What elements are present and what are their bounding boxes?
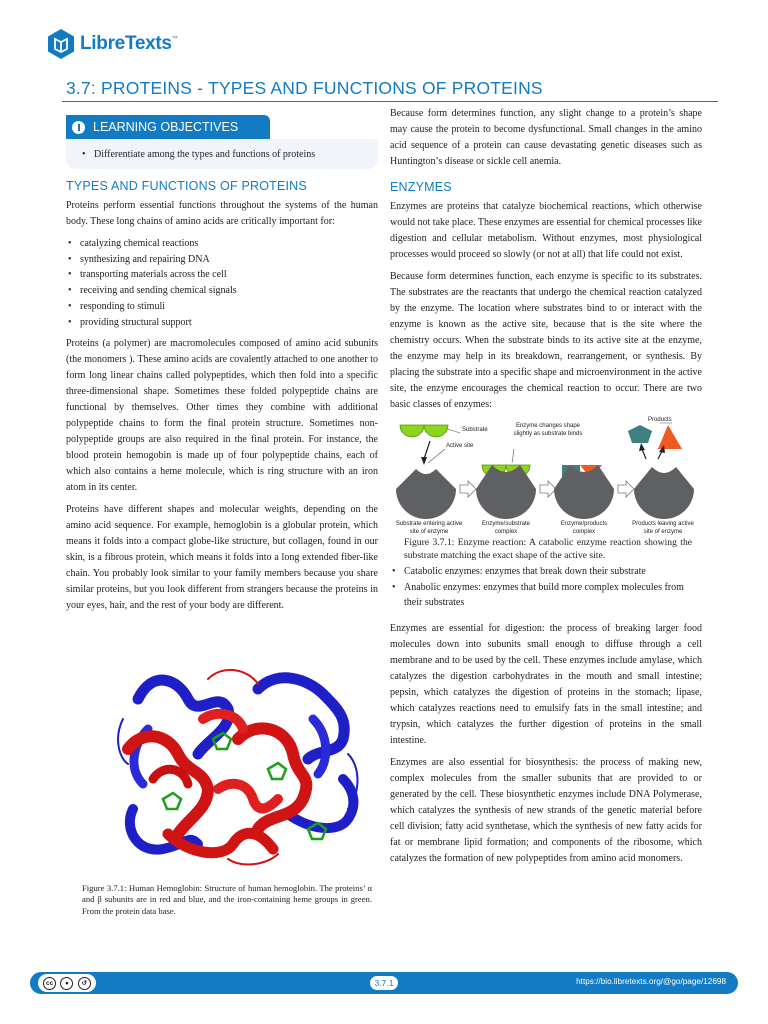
page-title: 3.7: PROTEINS - TYPES AND FUNCTIONS OF PROTEINS xyxy=(66,78,543,98)
libretexts-logo-icon xyxy=(46,28,76,60)
stage-4-caption: Products leaving active site of enzyme xyxy=(632,521,694,535)
stage-1-caption: Substrate entering active site of enzyme xyxy=(395,521,463,535)
biosynthesis-paragraph: Enzymes are also essential for biosynthesis: the process of making new, complex molecules from the smaller subunits that are provided to or generated by the cell. These biosynthetic enzymes include DNA Polymerase, which catalyzes the synthesis of new strands of the genetic material before cell division; fatty acid synthetase, which the synthesis of new fatty acids for fat or membrane lipid formation; and components of the ribosome, which catalyzes the formation of new polypeptides from amino acid monomers. xyxy=(390,757,702,865)
intro-paragraph: Proteins perform essential functions throughout the systems of the human body. These long chains of amino acids are critically important for: xyxy=(66,200,378,227)
form-function-paragraph: Because form determines function, any slight change to a protein’s shape may cause the protein to become dysfunctional. Small changes in the amino acid sequence of a protein can cause devastating genetic diseases such as Huntington’s disease or sickle cell anemia. xyxy=(390,108,702,167)
polymer-paragraph: Proteins (a polymer) are macromolecules composed of amino acid subunits (the monomers ). These amino acids are covalently attached to one another to form long linear chains called polypeptides, which then fold into a specific three-dimensional shape. Sometimes these folded polypeptide chains are functional by themselves. Other times they combine with additional polypeptide chains to form the final protein structure. Sometimes non-polypeptide groups are also required in the final protein. For instance, the blood protein hemogobin is made up of four polypeptide chains, each of which also contains a heme molecule, which is ring structure with an iron atom in its center. xyxy=(66,338,378,494)
title-divider xyxy=(62,101,718,102)
learning-objectives-title: LEARNING OBJECTIVES xyxy=(93,120,239,134)
section-heading-types-functions: TYPES AND FUNCTIONS OF PROTEINS xyxy=(66,179,307,193)
logo-text: LibreTexts xyxy=(80,33,172,54)
enzyme-specificity-paragraph: Because form determines function, each enzyme is specific to its substrates. The substrates are the reactants that undergo the chemical reaction catalyzed by the enzyme. The location where substrates bind to or interact with the enzyme is known as the active site, because that is the site where the chemistry occurs. When the substrate binds to its active site at the enzyme, the enzyme may help in its breakdown, rearrangement, or synthesis. By placing the substrate into a specific shape and microenvironment in the active site, the enzyme encourages the chemical reaction to occur. There are two basic classes of enzymes: xyxy=(390,271,702,410)
page-url-link[interactable]: https://bio.libretexts.org/@go/page/12698 xyxy=(576,977,726,986)
list-item: • providing structural support xyxy=(66,315,378,331)
products-label: Products xyxy=(648,417,672,423)
page-number: 3.7.1 xyxy=(370,976,398,990)
enzyme-figure-caption: Figure 3.7.1: Enzyme reaction: A catabolic enzyme reaction showing the substrate matching the exact shape of the active site. xyxy=(404,537,692,561)
learning-objectives-box xyxy=(66,115,378,169)
enzyme-classes-list xyxy=(390,564,702,611)
stage-3-caption: Enzyme/products complex xyxy=(560,521,608,535)
libretexts-logo[interactable] xyxy=(46,26,178,62)
functions-list xyxy=(66,236,378,330)
hemoglobin-structure-illustration xyxy=(108,659,370,871)
logo-trademark: ™ xyxy=(171,36,178,42)
by-person-icon: ● xyxy=(60,977,73,990)
hemoglobin-figure-caption: Figure 3.7.1: Human Hemoglobin: Structure of human hemoglobin. The proteins’ α and β subunits are in red and blue, and the iron-containing heme groups in green. From the protein data base. xyxy=(82,883,372,916)
share-alike-icon: ↺ xyxy=(78,977,91,990)
list-item: • responding to stimuli xyxy=(66,299,378,315)
enzyme-reaction-figure xyxy=(390,419,702,537)
active-site-label: Active site xyxy=(446,443,474,449)
list-item: • catalyzing chemical reactions xyxy=(66,236,378,252)
cc-icon: cc xyxy=(43,977,56,990)
substrate-label: Substrate xyxy=(462,427,488,433)
left-column xyxy=(66,115,378,620)
right-column xyxy=(390,106,702,873)
info-icon xyxy=(72,121,85,134)
list-item: • transporting materials across the cell xyxy=(66,267,378,283)
list-item: • Catabolic enzymes: enzymes that break down their substrate xyxy=(390,564,702,580)
hemoglobin-image xyxy=(108,659,370,871)
digestion-paragraph: Enzymes are essential for digestion: the process of breaking larger food molecules down into subunits small enough to diffuse through a cell membrane and to be used by the cell. These enzymes include amylase, which catalyzes the digestion carbohydrates in the mouth and small intestine; pepsin, which catalyzes the digestion of proteins in the stomach; lipase, which catalyzes reactions need to emulsify fats in the small intestine; and trypsin, which catalyzes the further digestion of proteins in the small intestine. xyxy=(390,623,702,747)
cc-license-badge[interactable] xyxy=(38,974,96,992)
enzymes-intro-paragraph: Enzymes are proteins that catalyze biochemical reactions, which otherwise would not take place. These enzymes are essential for chemical processes like digestion and cellular metabolism. Without enzymes, most physiological processes would proceed so slowly (or not at all) that life could not exist. xyxy=(390,201,702,260)
list-item: • receiving and sending chemical signals xyxy=(66,283,378,299)
learning-objectives-header xyxy=(66,115,270,139)
enzyme-changes-shape-label: Enzyme changes shape slightly as substrate binds xyxy=(513,423,583,437)
list-item: • Anabolic enzymes: enzymes that build more complex molecules from their substrates xyxy=(390,580,702,611)
section-heading-enzymes: ENZYMES xyxy=(390,180,452,194)
learning-objectives-body xyxy=(66,139,378,169)
list-item: • synthesizing and repairing DNA xyxy=(66,252,378,268)
learning-objective-item: • Differentiate among the types and functions of proteins xyxy=(80,147,378,163)
shapes-paragraph: Proteins have different shapes and molecular weights, depending on the amino acid sequence. For example, hemoglobin is a globular protein, which means it folds into a compact globe-like structure, but collagen, found in our skin, is a fibrous protein, which means it folds into a long extended fiber-like chain. You probably look similar to your family members because you share similar proteins, but you look different from strangers because the proteins in your eyes, hair, and the rest of your body are different. xyxy=(66,504,378,612)
stage-2-caption: Enzyme/substrate complex xyxy=(481,521,531,535)
page-footer xyxy=(30,972,738,994)
